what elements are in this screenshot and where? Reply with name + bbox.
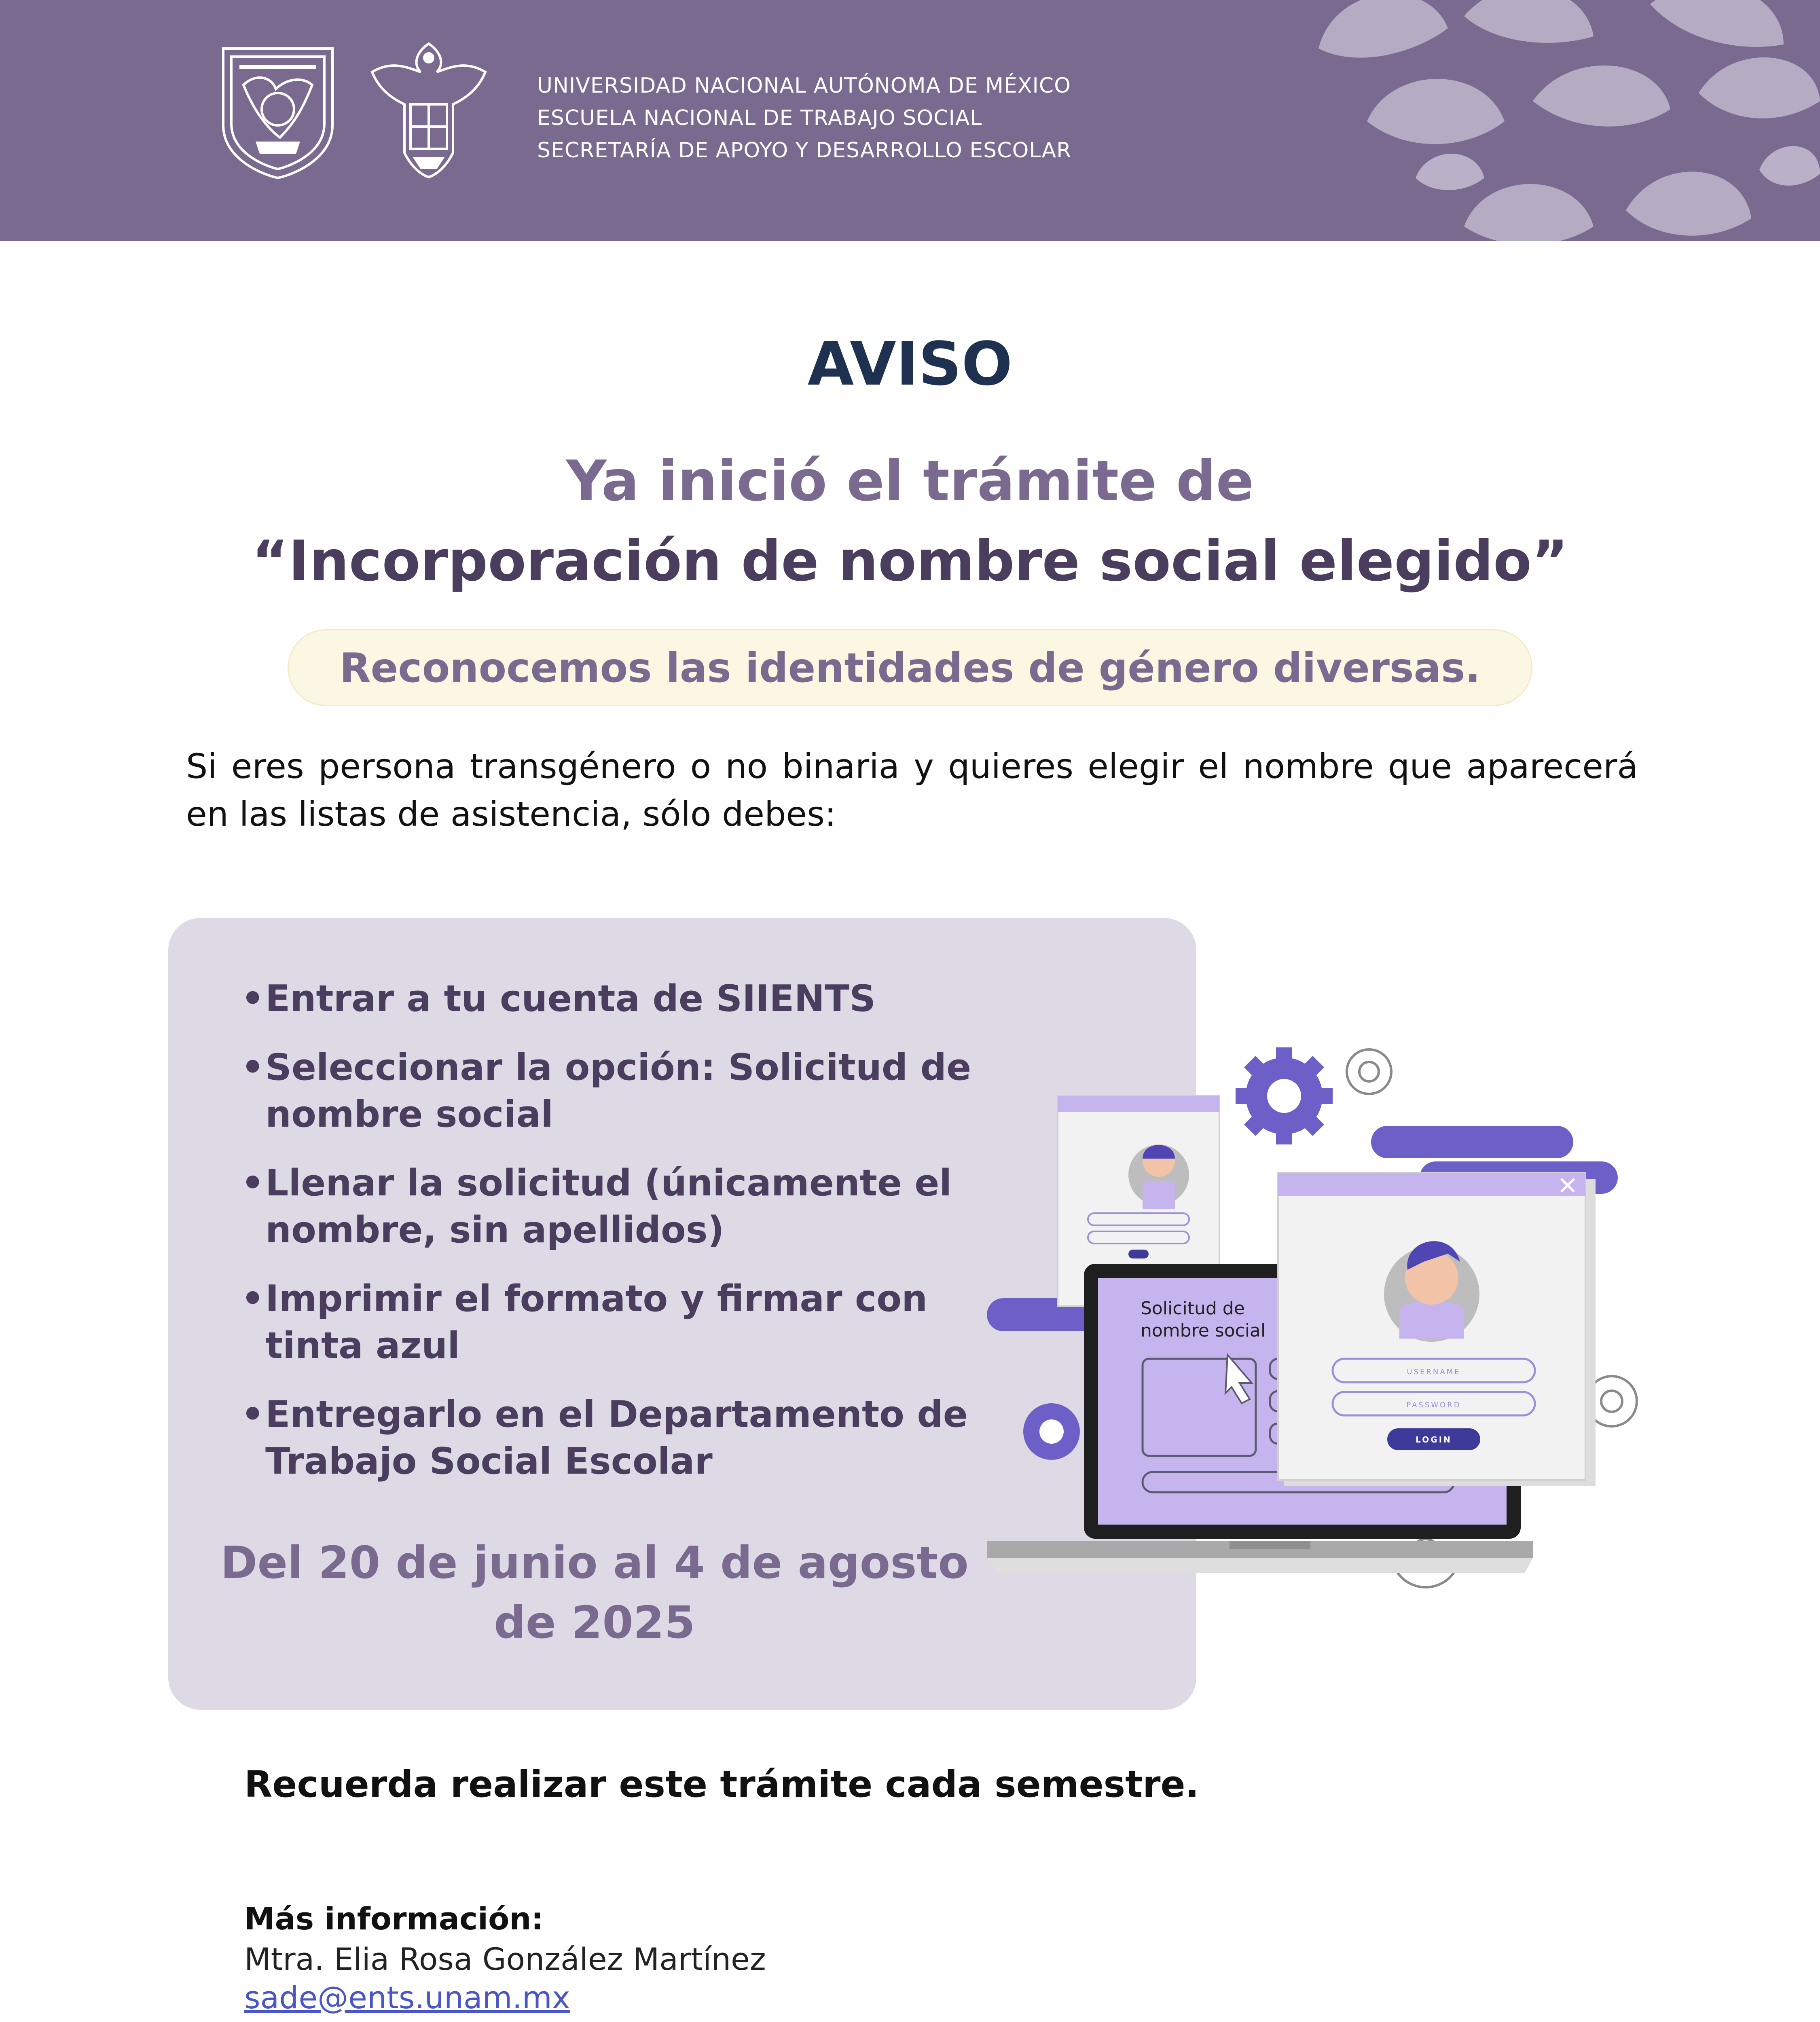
notice-title-line1: Ya inició el trámite de	[566, 448, 1254, 514]
login-button-label: LOGIN	[1416, 1435, 1452, 1445]
laptop-form-title-line2: nombre social	[1141, 1320, 1266, 1341]
tagline-pill	[288, 629, 1532, 706]
header-band	[0, 0, 1820, 241]
date-range	[210, 1533, 979, 1652]
more-info-title: Más información:	[244, 1901, 544, 1937]
decorative-petals-graphic	[1294, 0, 1820, 241]
step-item-select-option: • Seleccionar la opción: Solicitud de nombre social	[241, 1044, 989, 1138]
online-form-illustration	[987, 1035, 1658, 1626]
unam-seal-logo	[215, 36, 341, 182]
notice-label: AVISO	[807, 329, 1013, 399]
steps-list	[241, 975, 989, 1507]
date-range-line2: de 2025	[494, 1597, 695, 1648]
institution-line-school: ESCUELA NACIONAL DE TRABAJO SOCIAL	[537, 106, 982, 130]
institution-block	[537, 70, 1225, 167]
password-label: PASSWORD	[1406, 1401, 1461, 1409]
reminder-text: Recuerda realizar este trámite cada semestre.	[244, 1763, 1199, 1806]
ents-eagle-logo	[364, 36, 493, 185]
step-item-login: • Entrar a tu cuenta de SIIENTS	[241, 975, 989, 1022]
laptop-form-title-line1: Solicitud de	[1141, 1298, 1245, 1319]
date-range-line1: Del 20 de junio al 4 de agosto	[220, 1537, 969, 1588]
username-label: USERNAME	[1407, 1368, 1461, 1376]
intro-paragraph: Si eres persona transgénero o no binaria y quieres elegir el nombre que aparecerá en las listas de asistencia, sólo debes:	[186, 747, 1638, 834]
step-item-fill-form: • Llenar la solicitud (únicamente el nombre, sin apellidos)	[241, 1160, 989, 1254]
gear-small-icon	[1023, 1403, 1080, 1460]
institution-line-university: UNIVERSIDAD NACIONAL AUTÓNOMA DE MÉXICO	[537, 74, 1071, 98]
institution-line-secretariat: SECRETARÍA DE APOYO Y DESARROLLO ESCOLAR	[537, 138, 1072, 163]
notice-title-line2: “Incorporación de nombre social elegido”	[252, 529, 1568, 594]
contact-name-1: Mtra. Elia Rosa González Martínez	[244, 1941, 766, 1977]
contact-email-1[interactable]: sade@ents.unam.mx	[244, 1980, 570, 2016]
login-window	[1278, 1173, 1596, 1486]
gear-icon	[1236, 1047, 1333, 1144]
step-item-print-sign: • Imprimir el formato y firmar con tinta azul	[241, 1275, 989, 1369]
gear-outline-icon	[1347, 1049, 1391, 1094]
step-item-deliver: • Entregarlo en el Departamento de Trabajo Social Escolar	[241, 1391, 989, 1485]
tagline-text: Reconocemos las identidades de género diversas.	[339, 644, 1481, 692]
